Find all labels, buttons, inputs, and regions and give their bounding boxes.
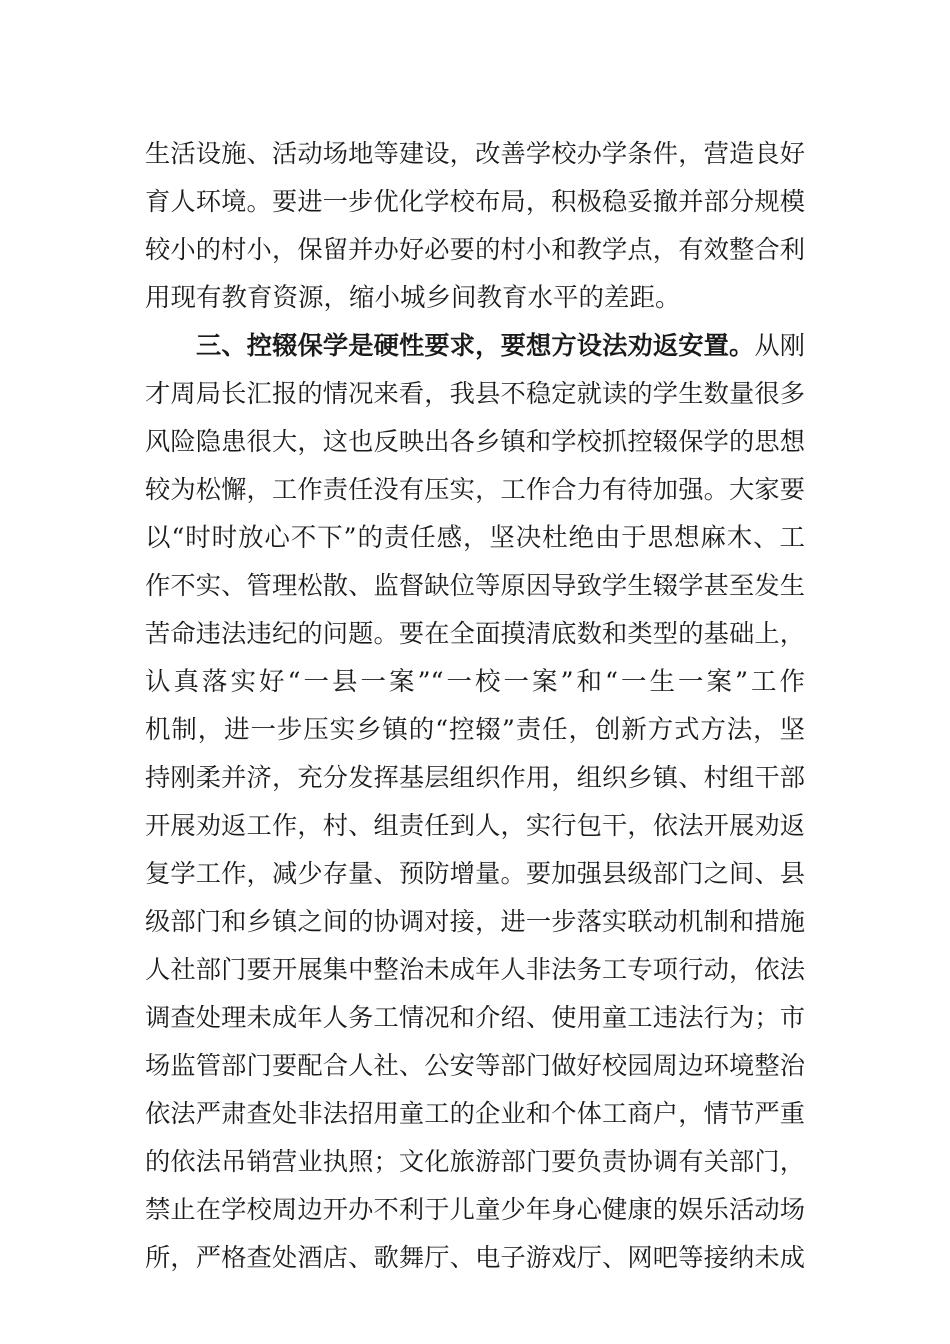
text-line: 机制，进一步压实乡镇的“控辍”责任，创新方式方法，坚 [145, 715, 805, 745]
text-line-first [145, 322, 805, 370]
text-line: 育人环境。要进一步优化学校布局，积极稳妥撤并部分规模 [145, 187, 805, 216]
text-line: 所，严格查处酒店、歌舞厅、电子游戏厅、网吧等接纳未成 [145, 1243, 805, 1272]
text-line: 的依法吊销营业执照；文化旅游部门要负责协调有关部门， [145, 1147, 805, 1176]
text-line: 持刚柔并济，充分发挥基层组织作用，组织乡镇、村组干部 [145, 763, 805, 792]
text-line: 认真落实好“一县一案”“一校一案”和“一生一案”工作 [145, 667, 805, 697]
text-line: 人社部门要开展集中整治未成年人非法务工专项行动，依法 [145, 955, 805, 984]
paragraph-2 [145, 322, 805, 1282]
text-line: 依法严肃查处非法招用童工的企业和个体工商户，情节严重 [145, 1099, 805, 1128]
text-line: 苦命违法违纪的问题。要在全面摸清底数和类型的基础上， [145, 619, 805, 648]
text-fragment: 从刚 [754, 331, 806, 360]
text-line: 用现有教育资源，缩小城乡间教育水平的差距。 [145, 283, 681, 313]
text-line: 调查处理未成年人务工情况和介绍、使用童工违法行为；市 [145, 1003, 805, 1032]
text-line: 级部门和乡镇之间的协调对接，进一步落实联动机制和措施 [145, 907, 805, 936]
text-line: 才周局长汇报的情况来看，我县不稳定就读的学生数量很多 [145, 379, 805, 408]
text-line: 生活设施、活动场地等建设，改善学校办学条件，营造良好 [145, 139, 805, 168]
text-line: 场监管部门要配合人社、公安等部门做好校园周边环境整治 [145, 1051, 805, 1080]
text-line: 开展劝返工作，村、组责任到人，实行包干，依法开展劝返 [145, 811, 805, 840]
paragraph-1 [145, 130, 805, 322]
document-body [145, 130, 805, 1282]
text-line: 禁止在学校周边开办不利于儿童少年身心健康的娱乐活动场 [145, 1195, 805, 1224]
text-line: 风险隐患很大，这也反映出各乡镇和学校抓控辍保学的思想 [145, 427, 805, 456]
text-line: 复学工作，减少存量、预防增量。要加强县级部门之间、县 [145, 859, 805, 888]
text-line: 较为松懈，工作责任没有压实，工作合力有待加强。大家要 [145, 475, 805, 504]
text-line: 作不实、管理松散、监督缺位等原因导致学生辍学甚至发生 [145, 571, 805, 600]
text-line: 较小的村小，保留并办好必要的村小和教学点，有效整合利 [145, 235, 805, 264]
section-heading: 三、控辍保学是硬性要求，要想方设法劝返安置。 [196, 331, 755, 360]
text-line: 以“时时放心不下”的责任感，坚决杜绝由于思想麻木、工 [145, 523, 805, 553]
